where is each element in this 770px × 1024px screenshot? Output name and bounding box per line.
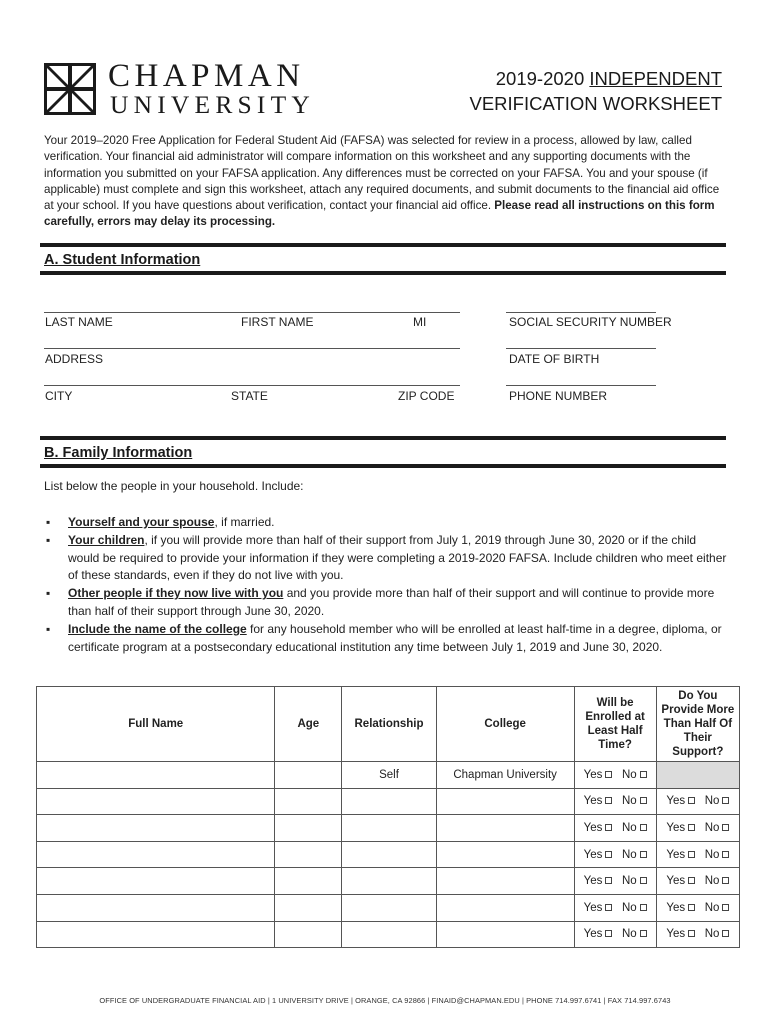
- dob-line[interactable]: [506, 348, 656, 349]
- full-name-cell[interactable]: [37, 921, 275, 948]
- chapman-logo-icon: [44, 63, 96, 115]
- yes-label: Yes: [666, 901, 686, 914]
- col-header-enrolled: Will be Enrolled at Least Half Time?: [574, 687, 656, 762]
- bullet-marker: ▪: [46, 532, 51, 547]
- full-name-cell[interactable]: [37, 815, 275, 842]
- bullet-text: and you provide more than half of their support and will continue to provide more than half of their support through June 30, 2020.: [68, 586, 715, 618]
- yes-label: Yes: [666, 795, 686, 808]
- bullet-marker: ▪: [46, 586, 51, 601]
- college-cell[interactable]: [436, 841, 574, 868]
- no-label: No: [704, 795, 720, 808]
- bullet-text: , if you will provide more than half of their support from July 1, 2019 through June 30, 2020 or if the child would be required to provide your information if they were completing a 2019-2020 FAFSA. Include children who meet either of these standards, even if they do not live with you.: [68, 532, 727, 583]
- no-checkbox[interactable]: [722, 904, 729, 911]
- dob-label: DATE OF BIRTH: [509, 352, 600, 366]
- enrolled-cell: [574, 868, 656, 895]
- bullet-text: for any household member who will be enrolled at least half-time in a degree, diploma, or certificate program at a postsecondary educational institution any time between July 1, 2019 and June 30, 2020.: [68, 621, 722, 654]
- no-checkbox[interactable]: [640, 877, 647, 884]
- full-name-cell[interactable]: [37, 762, 275, 789]
- yes-label: Yes: [666, 821, 686, 834]
- no-label: No: [704, 928, 720, 941]
- age-cell[interactable]: [275, 762, 342, 789]
- no-label: No: [704, 901, 720, 914]
- name-line[interactable]: [44, 312, 460, 313]
- support-cell: [656, 815, 739, 842]
- bullet-bold: Other people if they now live with you: [68, 586, 284, 601]
- no-checkbox[interactable]: [640, 930, 647, 937]
- table-row: [37, 868, 740, 895]
- support-cell: [656, 894, 739, 921]
- no-label: No: [621, 928, 637, 941]
- age-cell[interactable]: [275, 894, 342, 921]
- mi-label: MI: [413, 315, 427, 329]
- yes-label: Yes: [583, 768, 603, 781]
- relationship-cell[interactable]: [342, 841, 437, 868]
- bullet-children: [44, 532, 728, 585]
- household-table: [36, 686, 740, 948]
- yes-checkbox[interactable]: [605, 797, 612, 804]
- col-header-relationship: Relationship: [342, 687, 437, 762]
- no-checkbox[interactable]: [722, 797, 729, 804]
- table-row: [37, 815, 740, 842]
- address-line[interactable]: [44, 348, 460, 349]
- col-header-age: Age: [275, 687, 342, 762]
- relationship-cell[interactable]: [342, 868, 437, 895]
- no-checkbox[interactable]: [640, 797, 647, 804]
- yes-checkbox[interactable]: [688, 930, 695, 937]
- title-independent: INDEPENDENT: [589, 68, 722, 89]
- age-cell[interactable]: [275, 921, 342, 948]
- support-cell: [656, 841, 739, 868]
- col-header-full-name: Full Name: [37, 687, 275, 762]
- address-label: ADDRESS: [45, 352, 104, 366]
- college-cell[interactable]: [436, 868, 574, 895]
- yes-label: Yes: [583, 848, 603, 861]
- section-a-header: [40, 243, 726, 275]
- no-label: No: [704, 848, 720, 861]
- relationship-cell[interactable]: [342, 815, 437, 842]
- bullet-marker: ▪: [46, 515, 51, 529]
- phone-line[interactable]: [506, 385, 656, 386]
- page-title: [469, 66, 722, 116]
- yes-label: Yes: [583, 875, 603, 888]
- no-label: No: [621, 848, 637, 861]
- no-label: No: [621, 821, 637, 834]
- household-list-intro: List below the people in your household. Include:: [44, 479, 304, 493]
- bullet-marker: ▪: [46, 621, 51, 636]
- yes-checkbox[interactable]: [605, 824, 612, 831]
- last-name-label: LAST NAME: [45, 315, 113, 329]
- yes-label: Yes: [583, 901, 603, 914]
- bullet-bold: Yourself and your spouse: [68, 515, 215, 529]
- no-checkbox[interactable]: [722, 930, 729, 937]
- logo-wordmark-university: UNIVERSITY: [110, 90, 315, 119]
- no-label: No: [704, 821, 720, 834]
- yes-checkbox[interactable]: [605, 851, 612, 858]
- no-checkbox[interactable]: [722, 851, 729, 858]
- relationship-cell[interactable]: [342, 921, 437, 948]
- no-checkbox[interactable]: [640, 904, 647, 911]
- ssn-line[interactable]: [506, 312, 656, 313]
- age-cell[interactable]: [275, 815, 342, 842]
- col-header-support: Do You Provide More Than Half Of Their Support?: [656, 687, 739, 762]
- enrolled-cell: [574, 815, 656, 842]
- yes-label: Yes: [583, 795, 603, 808]
- city-label: CITY: [45, 389, 73, 403]
- support-cell-shaded: [656, 762, 739, 789]
- yes-label: Yes: [583, 928, 603, 941]
- support-cell: [656, 921, 739, 948]
- title-line2: VERIFICATION WORKSHEET: [469, 93, 722, 114]
- relationship-cell: Self: [342, 762, 437, 789]
- bullet-college: [44, 621, 728, 657]
- enrolled-cell: [574, 921, 656, 948]
- table-row: [37, 762, 740, 789]
- bullet-bold: Your children: [68, 532, 145, 547]
- state-label: STATE: [231, 389, 268, 403]
- bullet-other-people: [44, 585, 728, 621]
- table-header-row: [37, 687, 740, 762]
- section-b-title: B. Family Information: [44, 445, 193, 461]
- footer-contact: OFFICE OF UNDERGRADUATE FINANCIAL AID | 1 UNIVERSITY DRIVE | ORANGE, CA 92866 | FINAID@CHAPMAN.EDU | PHONE 714.997.6741 | FAX 714.997.6743: [99, 996, 671, 1005]
- table-row: [37, 841, 740, 868]
- yes-label: Yes: [666, 928, 686, 941]
- no-label: No: [621, 795, 637, 808]
- yes-checkbox[interactable]: [688, 851, 695, 858]
- phone-label: PHONE NUMBER: [509, 389, 608, 403]
- no-checkbox[interactable]: [640, 851, 647, 858]
- intro-paragraph: [44, 133, 727, 231]
- enrolled-cell: [574, 762, 656, 789]
- no-checkbox[interactable]: [722, 877, 729, 884]
- bullet-bold: Include the name of the college: [68, 621, 247, 636]
- table-row: [37, 894, 740, 921]
- support-cell: [656, 788, 739, 815]
- college-cell[interactable]: [436, 921, 574, 948]
- college-cell[interactable]: [436, 788, 574, 815]
- table-row: [37, 788, 740, 815]
- bullet-yourself: [44, 514, 728, 532]
- yes-checkbox[interactable]: [605, 877, 612, 884]
- yes-checkbox[interactable]: [688, 904, 695, 911]
- yes-checkbox[interactable]: [688, 877, 695, 884]
- yes-checkbox[interactable]: [605, 904, 612, 911]
- yes-checkbox[interactable]: [688, 797, 695, 804]
- section-b-header: [40, 436, 726, 468]
- first-name-label: FIRST NAME: [241, 315, 314, 329]
- college-cell[interactable]: [436, 894, 574, 921]
- yes-label: Yes: [666, 875, 686, 888]
- college-cell: Chapman University: [436, 762, 574, 789]
- enrolled-cell: [574, 894, 656, 921]
- college-cell[interactable]: [436, 815, 574, 842]
- yes-checkbox[interactable]: [605, 930, 612, 937]
- intro-text: Your 2019–2020 Free Application for Federal Student Aid (FAFSA) was selected for review in a process, allowed by law, called verification. Your financial aid administrator will compare information on this worksheet and any supporting documents with the information you submitted on your FAFSA application. Any differences must be corrected on your FAFSA. You and your spouse (if applicable) must complete and sign this worksheet, attach any required documents, and submit documents to the financial aid office at your school. If you have questions about verification, contact your financial aid office.: [44, 134, 720, 213]
- ssn-label: SOCIAL SECURITY NUMBER: [509, 315, 672, 329]
- relationship-cell[interactable]: [342, 788, 437, 815]
- no-label: No: [621, 901, 637, 914]
- no-checkbox[interactable]: [640, 824, 647, 831]
- age-cell[interactable]: [275, 868, 342, 895]
- table-row: [37, 921, 740, 948]
- support-cell: [656, 868, 739, 895]
- city-state-zip-line[interactable]: [44, 385, 460, 386]
- yes-label: Yes: [583, 821, 603, 834]
- enrolled-cell: [574, 788, 656, 815]
- no-checkbox[interactable]: [640, 771, 647, 778]
- zip-label: ZIP CODE: [398, 389, 455, 403]
- age-cell[interactable]: [275, 841, 342, 868]
- yes-checkbox[interactable]: [605, 771, 612, 778]
- no-label: No: [621, 768, 637, 781]
- yes-checkbox[interactable]: [688, 824, 695, 831]
- no-checkbox[interactable]: [722, 824, 729, 831]
- full-name-cell[interactable]: [37, 788, 275, 815]
- col-header-college: College: [436, 687, 574, 762]
- section-a-title: A. Student Information: [44, 252, 201, 268]
- intro-bold-warning: Please read all instructions on this form carefully, errors may delay its processing.: [44, 199, 715, 229]
- full-name-cell[interactable]: [37, 841, 275, 868]
- full-name-cell[interactable]: [37, 894, 275, 921]
- age-cell[interactable]: [275, 788, 342, 815]
- no-label: No: [621, 875, 637, 888]
- full-name-cell[interactable]: [37, 868, 275, 895]
- yes-label: Yes: [666, 848, 686, 861]
- bullet-text: , if married.: [214, 515, 275, 529]
- relationship-cell[interactable]: [342, 894, 437, 921]
- household-bullet-list: [44, 514, 728, 656]
- no-label: No: [704, 875, 720, 888]
- enrolled-cell: [574, 841, 656, 868]
- title-year: 2019-2020: [495, 68, 590, 89]
- logo-wordmark-chapman: CHAPMAN: [108, 58, 305, 94]
